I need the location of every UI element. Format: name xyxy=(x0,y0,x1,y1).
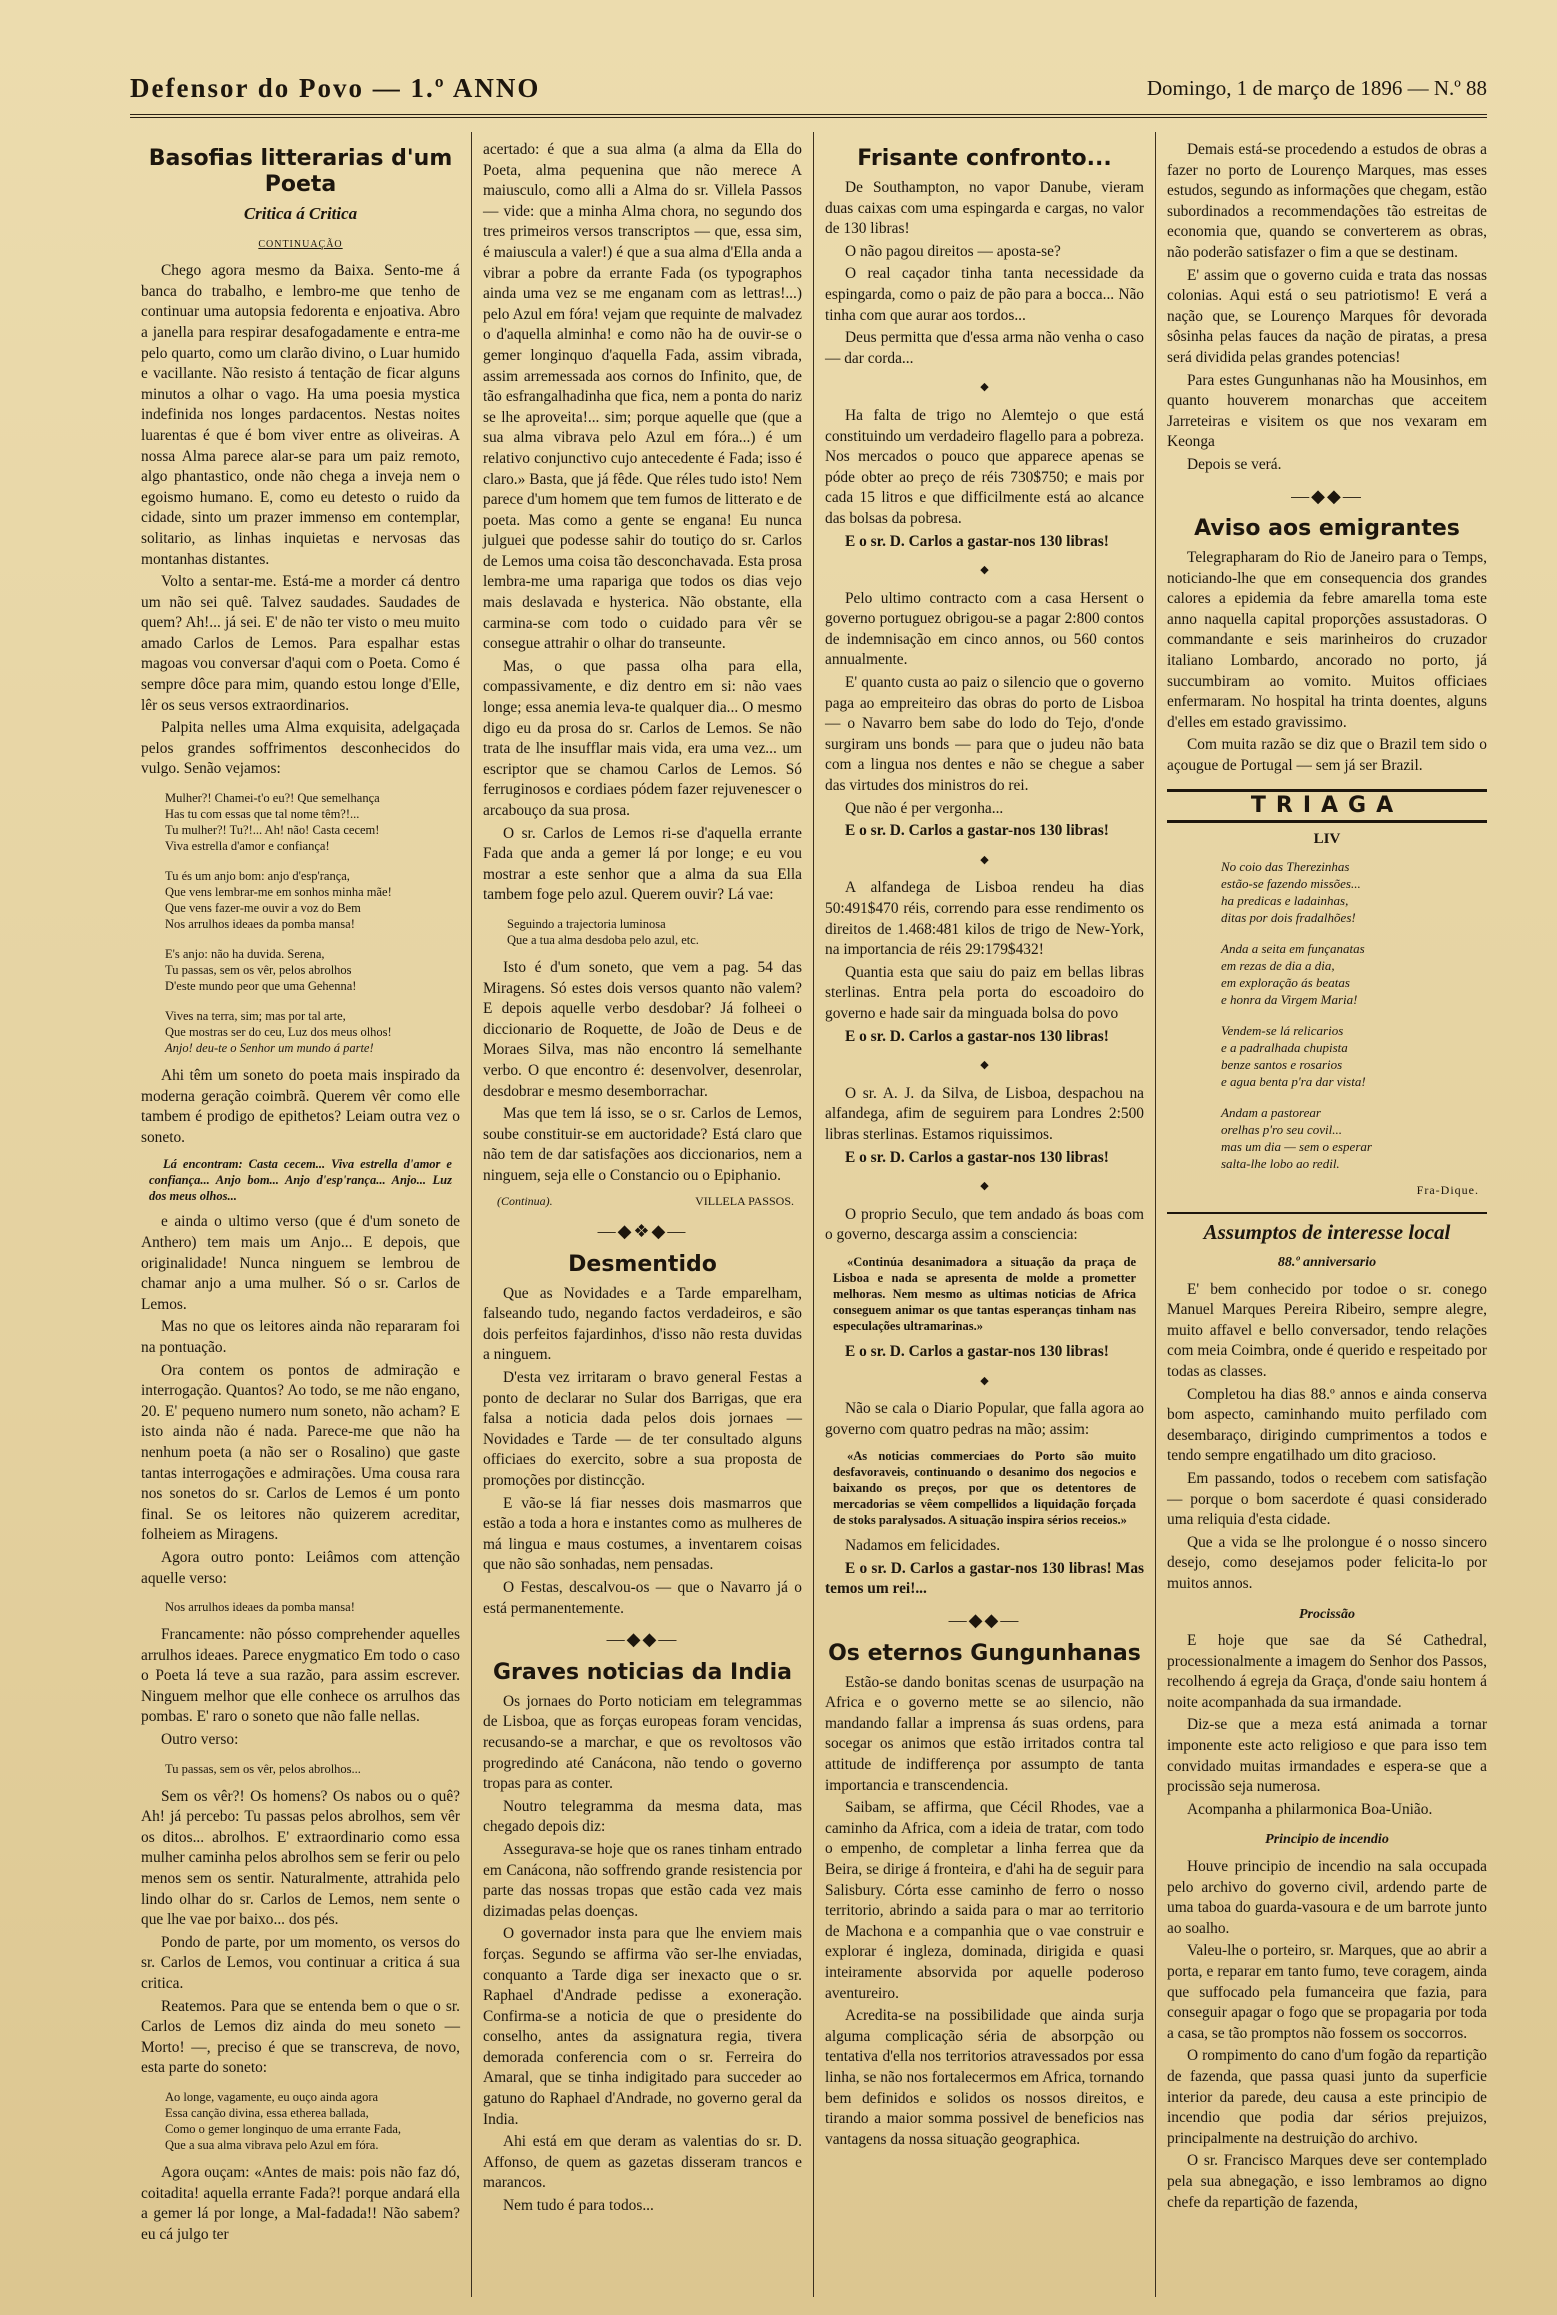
verse-line: Que a sua alma vibrava pelo Azul em fóra. xyxy=(165,2137,379,2152)
refrain: E o sr. D. Carlos a gastar-nos 130 libras! xyxy=(845,1148,1109,1166)
paragraph: O sr. Carlos de Lemos ri-se d'aquella errante Fada que anda a gemer lá por longe; e eu vou mostrar a este senhor que a alma da sua Ella tambem foge pelo azul. Querem ouvir? Lá vae: xyxy=(483,824,802,904)
column-4 xyxy=(1156,132,1498,2297)
quote: Lá encontram: Casta cecem... Viva estrella d'amor e confiança... Anjo bom... Anjo d'esp'rança... Anjo... Luz dos meus olhos... xyxy=(149,1157,452,1204)
refrain: E o sr. D. Carlos a gastar-nos 130 libras! xyxy=(845,822,1109,840)
paragraph: Mas, o que passa olha para ella, compassivamente, e diz dentro em si: não vaes longe; essa anemia leva-te qualquer dia... O mesmo digo eu da prosa do sr. Carlos de Lemos. Se não trata de lhe insufflar mais vida, era uma vez... um escriptor que se chamou Carlos de Lemos. Só ferruginosos e cordiaes pódem fazer rejuvenescer o arcabouço da sua prosa. xyxy=(483,657,802,819)
paragraph: Isto é d'um soneto, que vem a pag. 54 das Miragens. Só estes dois versos quanto não valem? E depois aquelle verbo desdobar? Já folheei o diccionario de Roquette, de João de Deus e de Moraes Silva, mas não encontro lá semelhante verbo. O que encontro é: desenvolver, desenrolar, desdobrar e mesmo desemborrachar. xyxy=(483,958,802,1100)
section-title-local: Assumptos de interesse local xyxy=(1167,1212,1487,1243)
paragraph: Assegurava-se hoje que os ranes tinham entrado em Canácona, não soffrendo grande resistencia por parte das nossas tropas que estão cada vez mais dizimadas pelas doenças. xyxy=(483,1840,802,1920)
verse-line: Que vens lembrar-me em sonhos minha mãe! xyxy=(165,885,392,900)
poem-line: ditas por dois fradalhões! xyxy=(1221,909,1356,925)
paragraph: Palpita nelles uma Alma exquisita, adelgaçada pelos grandes soffrimentos desconhecidos do vulgo. Senão vejamos: xyxy=(141,719,460,778)
masthead-date-issue: Domingo, 1 de março de 1896 — N.º 88 xyxy=(1146,75,1487,100)
paragraph: E' bem conhecido por todoe o sr. conego Manuel Marques Pereira Ribeiro, sempre alegre, muito affavel e bello conversador, tendo relações com meia Coimbra, onde é querido e respeitado por todas as classes. xyxy=(1167,1280,1487,1380)
refrain: E o sr. D. Carlos a gastar-nos 130 libras! xyxy=(845,1342,1109,1360)
paragraph: Deus permitta que d'essa arma não venha o caso — dar corda... xyxy=(825,329,1144,367)
verse-line: D'este mundo peor que uma Gehenna! xyxy=(165,979,357,994)
column-2 xyxy=(472,132,814,2297)
paragraph: Não se cala o Diario Popular, que falla agora ao governo com quatro pedras na mão; assim: xyxy=(825,1400,1144,1438)
poem-line: estão-se fazendo missões... xyxy=(1221,875,1361,891)
diamond-separator: ◆ xyxy=(980,1180,989,1193)
paragraph: E hoje que sae da Sé Cathedral, processionalmente a imagem do Senhor dos Passos, recolhendo á egreja da Graça, d'onde saiu hontem á noite acompanhada da sua irmandade. xyxy=(1167,1632,1487,1711)
paragraph: Estão-se dando bonitas scenas de usurpação na Africa e o governo mette se ao silencio, não mandando fallar a imprensa ás suas ordens, para socegar os animos que estão irritados contra tal attitude de indifferença por assumpto de tanta importancia e transcendencia. xyxy=(825,1673,1144,1794)
verse-line: Ao longe, vagamente, eu ouço ainda agora xyxy=(165,2089,379,2104)
paragraph: E' quanto custa ao paiz o silencio que o governo paga ao empreiteiro das obras do porto de Lisboa — o Navarro bem sabe do lodo do Tejo, d'onde surgiram uns bonds — para que o judeu não bata com a lingua nos dentes e não se chegue a saber das virtudes dos ministros do rei. xyxy=(825,674,1144,795)
verse-line: Has tu com essas que tal nome têm?!... xyxy=(165,807,360,822)
paragraph: E vão-se lá fiar nesses dois masmarros que estão a toda a hora e instantes como as mulheres de má lingua e maus costumes, a inventarem coisas que não são sonhadas, nem pensadas. xyxy=(483,1494,802,1574)
paragraph: Reatemos. Para que se entenda bem o que o sr. Carlos de Lemos diz ainda do meu soneto — Morto! —, preciso é que se transcreva, de novo, esta parte do soneto: xyxy=(141,1997,460,2077)
refrain: E o sr. D. Carlos a gastar-nos 130 libras! xyxy=(845,532,1109,550)
paragraph: Chego agora mesmo da Baixa. Sento-me á banca do trabalho, e lembro-me que tenho de continuar uma autopsia fedorenta e enjoativa. Abro a janella para respirar desafogadamente e entra-me pelo quarto, como um clarão divino, o Luar humido e vacillante. Não resisto á tentação de ficar alguns minutos a olhar o vago. Ha uma poesia mystica indefinida nos longes pardacentos. Nestas noites luarentas é que é bom viver entre as oliveiras. A nossa Alma parece alar-se para um paiz remoto, algo phantastico, onde não chega a inveja nem o egoismo humano. E, como eu detesto o ruido da cidade, sinto um prazer immenso em contemplar, solitario, as linhas inquietas e nervosas das montanhas distantes. xyxy=(141,262,460,568)
paragraph: Para estes Gungunhanas não ha Mousinhos, em quanto houverem monarchas que acceitem Jarreteiras e visitem os que nos vexaram em Keonga xyxy=(1167,371,1487,451)
paragraph: Ahi está em que deram as valentias do sr. D. Affonso, de quem as gazetas disseram trancos e marancos. xyxy=(483,2133,802,2192)
paragraph: Agora ouçam: «Antes de mais: pois não faz dó, coitadita! aquella errante Fada?! porque andará ella a gemer lá por longe, a Mal-fadada!! Não sabem? eu cá julgo ter xyxy=(141,2163,460,2243)
verse-line: Anjo! deu-te o Senhor um mundo á parte! xyxy=(165,1041,374,1056)
article-title: Basofias litterarias d'um Poeta xyxy=(148,146,453,197)
diamond-separator: ◆ xyxy=(980,1059,989,1072)
article-title: Desmentido xyxy=(568,1251,717,1277)
verse-line: Nos arrulhos ideaes da pomba mansa! xyxy=(165,917,355,932)
article-subtitle: Critica á Critica xyxy=(243,204,358,223)
verse-line: Tu passas, sem os vêr, pelos abrolhos xyxy=(165,963,352,978)
paragraph: De Southampton, no vapor Danube, vieram duas caixas com uma espingarda e cargas, no valor de 130 libras! xyxy=(825,179,1144,238)
paragraph: Ora contem os pontos de admiração e interrogação. Quantos? Ao todo, se me não engano, 20. E' pequeno numero num soneto, não acham? E isto ainda não é nada. Parece-me que não ha nenhum poeta (a não ser o Rosalino) que gaste tantas interrogações e admirações. Uma cousa rara nos sonetos do sr. Carlos de Lemos é um ponto final. Se os leitores não quizerem acreditar, folheiem as Miragens. xyxy=(141,1361,460,1544)
paragraph: e ainda o ultimo verso (que é d'um soneto de Anthero) tem mais um Anjo... E depois, que originalidade! Nunca ninguem se lembrou de chamar anjo a uma mulher. Só o sr. Carlos de Lemos. xyxy=(141,1213,460,1313)
verse-line: Nos arrulhos ideaes da pomba mansa! xyxy=(165,1600,355,1615)
poem-line: salta-lhe lobo ao redil. xyxy=(1221,1155,1340,1171)
verse-line: Tu mulher?! Tu?!... Ah! não! Casta cecem! xyxy=(165,823,380,838)
paragraph: Nem tudo é para todos... xyxy=(503,2197,654,2215)
paragraph: A alfandega de Lisboa rendeu ha dias 50:491$470 réis, correndo para esse rendimento os direitos de 1.468:481 kilos de trigo de New-York, na importancia de réis 29:179$432! xyxy=(825,879,1144,959)
verse-line: Seguindo a trajectoria luminosa xyxy=(507,916,666,931)
paragraph: Depois se verá. xyxy=(1187,455,1282,473)
paragraph: Volto a sentar-me. Está-me a morder cá dentro um não sei quê. Talvez saudades. Saudades de quem? Ah!... já sei. E' de não ter visto o meu muito amado Carlos de Lemos. Para espalhar estas magoas vou conversar d'aqui com o Poeta. Como é sempre dôce para mim, quando estou longe d'Elle, lêr os seus versos extraordinarios. xyxy=(141,573,460,714)
paragraph: Francamente: não pósso comprehender aquelles arrulhos ideaes. Parece enygmatico Em todo o caso o Poeta lá teve a sua razão, para assim escrever. Ninguem melhor que elle conhece os arrulhos das pombas. E' raro o soneto que não falle nellas. xyxy=(141,1626,460,1726)
subsection-title: 88.º anniversario xyxy=(1277,1255,1377,1270)
verse-line: Como o gemer longinquo de uma errante Fada, xyxy=(165,2121,402,2136)
paragraph: O sr. Francisco Marques deve ser contemplado pela sua abnegação, e isso lembramos ao digno chefe da repartição de fazenda, xyxy=(1167,2152,1487,2211)
article-title: Aviso aos emigrantes xyxy=(1194,516,1460,542)
paragraph: Mas que tem lá isso, se o sr. Carlos de Lemos, soube constituir-se em auctoridade? Está claro que não tem de dar satisfações aos diccionarios, nem a ninguem, seja elle o Constancio ou o Epiphanio. xyxy=(483,1105,802,1184)
poem-line: mas um dia — sem o esperar xyxy=(1221,1138,1372,1154)
column-3 xyxy=(814,132,1156,2297)
poem-line: Andam a pastorear xyxy=(1221,1104,1321,1120)
paragraph: Ha falta de trigo no Alemtejo o que está constituindo um verdadeiro flagello para a pobreza. Nos mercados o pouco que apparece apenas se póde obter ao preço de réis 730$750; e mais por cada 15 litros e que difficilmente está ao alcance das bolsas da pobresa. xyxy=(825,406,1144,527)
article-title: Graves noticias da India xyxy=(492,1659,793,1685)
ornament-divider: —◆❖◆— xyxy=(597,1221,688,1242)
verse-line: Essa canção divina, essa etherea ballada, xyxy=(165,2105,369,2120)
verse-line: Tu és um anjo bom: anjo d'esp'rança, xyxy=(165,869,350,884)
subsection-title: Principio de incendio xyxy=(1265,1832,1389,1848)
paragraph: Nadamos em felicidades. xyxy=(845,1537,1001,1555)
sonnet-quote xyxy=(165,790,460,1056)
paragraph: O não pagou direitos — aposta-se? xyxy=(845,242,1061,260)
paragraph: Ahi têm um soneto do poeta mais inspirado da moderna geração coimbrã. Querem vêr como elle tambem é prodigo de epithetos? Leiam outra vez o soneto. xyxy=(141,1067,460,1146)
paragraph: O Festas, descalvou-os — que o Navarro já o está permanentemente. xyxy=(483,1579,802,1617)
paragraph: Diz-se que a meza está animada a tornar imponente este acto religioso e que para isso tem convidado muitas irmandades e espera-se que a procissão seja numerosa. xyxy=(1167,1716,1487,1796)
poem-line: e agua benta p'ra dar vista! xyxy=(1221,1073,1366,1089)
poem-line: em exploração ás beatas xyxy=(1221,974,1350,990)
paragraph: Pondo de parte, por um momento, os versos do sr. Carlos de Lemos, vou continuar a critica á sua critica. xyxy=(141,1933,460,1992)
paragraph: Demais está-se procedendo a estudos de obras a fazer no porto de Lourenço Marques, mas esses estudos, segundo as informações que chegam, estão subordinados a recommendações tão estreitas de economia que, quando se converterem as obras, não poderão satisfazer o fim a que se destinam. xyxy=(1167,141,1487,261)
subsection-title: Procissão xyxy=(1299,1606,1355,1622)
diamond-separator: ◆ xyxy=(980,853,989,866)
paragraph: Saibam, se affirma, que Cécil Rhodes, vae a caminho da Africa, com a ideia de tratar, com todo o empenho, de completar a linha ferrea que da Beira, se dirige á fronteira, e d'ahi ha de seguir para Salisbury. Córta esse caminho de ferro o nosso territorio, abrindo a saida para o mar ao territorio de Machona e a companhia que o vae construir e explorar é ingleza, dominada, dirigida e quasi inteiramente absorvida por aquelle poderoso aventureiro. xyxy=(825,1799,1144,2002)
poem-line: No coio das Therezinhas xyxy=(1221,858,1350,874)
ornament-divider: —◆◆— xyxy=(948,1610,1021,1631)
paragraph: Acredita-se na possibilidade que ainda surja alguma complicação séria de absorpção ou tentativa d'ella nos territorios atravessados por essa linha, se não nos fortalecermos em Africa, tornando bem definidos e solidos os nossos direitos, e tirando a maior somma possivel de beneficios nas vantagens da nossa situação geographica. xyxy=(825,2007,1144,2148)
ornament-divider: —◆◆— xyxy=(606,1629,679,1650)
poem-line: Vendem-se lá relicarios xyxy=(1221,1022,1344,1038)
continued-note: (Continua). xyxy=(497,1193,553,1208)
poem-signature: Fra-Dique. xyxy=(1416,1182,1479,1197)
verse-line: Mulher?! Chamei-t'o eu?! Que semelhança xyxy=(165,791,380,806)
column-1 xyxy=(130,132,472,2297)
paragraph: Completou ha dias 88.º annos e ainda conserva bom aspecto, caminhando muito perfilado com desembaraço, dirigindo cumprimentos a todos e tendo sempre engatilhado um dito gracioso. xyxy=(1167,1385,1487,1465)
verse-line: Vives na terra, sim; mas por tal arte, xyxy=(165,1009,346,1024)
author-signature: VILLELA PASSOS. xyxy=(695,1193,794,1208)
verse-line: Que vens fazer-me ouvir a voz do Bem xyxy=(165,901,361,916)
quote: «Continúa desanimadora a situação da praça de Lisboa e nada se apresenta de molde a prometter melhoras. Nem mesmo as ultimas noticias de Africa conseguem animar os que tantas esperanças tinham nas especulações ultramarinas.» xyxy=(833,1254,1136,1333)
paragraph: Valeu-lhe o porteiro, sr. Marques, que ao abrir a porta, e reparar em tanto fumo, teve coragem, ainda que suffocado pela fumanceira que fazia, para conseguir apagar o fogo que se propagaria por toda a casa, se tão promptos não fossem os soccorros. xyxy=(1167,1942,1487,2042)
paragraph: Pelo ultimo contracto com a casa Hersent o governo portuguez obrigou-se a pagar 2:800 contos de indemnisação em cinco annos, ou 560 contos annualmente. xyxy=(825,589,1144,669)
paragraph: O sr. A. J. da Silva, de Lisboa, despachou na alfandega, afim de seguirem para Londres 2:500 libras sterlinas. Estamos riquissimos. xyxy=(825,1084,1144,1143)
poem-line: em rezas de dia a dia, xyxy=(1221,957,1335,973)
paragraph: D'esta vez irritaram o bravo general Festas a ponto de declarar no Sular dos Barrigas, que era falsa a noticia dada pelos dois jornaes — Novidades e Tarde — de ter consultado alguns officiaes do exercito, sobre a sua proposta de promoções por distincção. xyxy=(483,1369,802,1490)
poem-line: e a padralhada chupista xyxy=(1221,1039,1348,1055)
paragraph: Agora outro ponto: Leiâmos com attenção aquelle verso: xyxy=(141,1548,460,1587)
poem-line: benze santos e rosarios xyxy=(1221,1056,1343,1072)
verse-line: Viva estrella d'amor e confiança! xyxy=(165,839,330,854)
paragraph: Noutro telegramma da mesma data, mas chegado depois diz: xyxy=(483,1797,802,1836)
poem-line: orelhas p'ro seu covil... xyxy=(1221,1121,1342,1137)
paragraph: Que as Novidades e a Tarde emparelham, falseando tudo, negando factos verdadeiros, e são dois perfeitos fajardinhos, d'isso não resta duvidas a ninguem. xyxy=(483,1284,802,1364)
paragraph: O real caçador tinha tanta necessidade da espingarda, como o paiz de pão para a bocca... Não tinha com que aurar aos tordos... xyxy=(825,265,1144,324)
paragraph: O proprio Seculo, que tem andado ás boas com o governo, descarga assim a consciencia: xyxy=(825,1205,1144,1244)
poem-line: Anda a seita em funçanatas xyxy=(1221,940,1365,956)
paragraph: Sem os vêr?! Os homens? Os nabos ou o quê? Ah! já percebo: Tu passas pelos abrolhos, sem vêr os ditos... abrolhos. E' extraordinario como essa mulher caminha pelos abrolhos sem se ferir ou pelo menos sem os sentir. Naturalmente, attrahida pelo lindo olhar do sr. Carlos de Lemos, nem sente o que lhe vae por baixo... dos pés. xyxy=(141,1787,460,1929)
paragraph: Outro verso: xyxy=(161,1731,239,1749)
paragraph: Acompanha a philarmonica Boa-União. xyxy=(1187,1800,1433,1818)
paragraph: Com muita razão se diz que o Brazil tem sido o açougue de Portugal — sem já ser Brazil. xyxy=(1167,736,1487,775)
paragraph: Em passando, todos o recebem com satisfação — porque o bom sacerdote é quasi considerado uma reliquia d'esta cidade. xyxy=(1167,1469,1487,1529)
article-footer xyxy=(497,1191,794,1212)
article-title: Frisante confronto... xyxy=(857,146,1112,171)
paragraph: Mas no que os leitores ainda não repararam foi na pontuação. xyxy=(141,1318,460,1356)
masthead xyxy=(130,62,1487,118)
poem-number: LIV xyxy=(1313,831,1341,848)
continued-label: CONTINUAÇÃO xyxy=(258,238,343,250)
quote: «As noticias commerciaes do Porto são muito desfavoraveis, continuando o desanimo dos negocios e baixando os preços, por que os detentores de mercadorias se vêem compellidos a liquidação forçada de stoks paralysados. A situação inspira sérios receios.» xyxy=(833,1449,1136,1528)
paragraph: Houve principio de incendio na sala occupada pelo archivo do governo civil, ardendo parte de uma taboa do guarda-vasoura e de um barrote junto ao soalho. xyxy=(1167,1858,1487,1937)
verse-quote xyxy=(507,916,802,948)
refrain: E o sr. D. Carlos a gastar-nos 130 libras! Mas temos um rei!... xyxy=(825,1559,1144,1598)
columns xyxy=(130,132,1500,2297)
paragraph: Que a vida se lhe prolongue é o nosso sincero desejo, como desejamos poder felicita-lo por muitos annos. xyxy=(1167,1533,1487,1592)
diamond-separator: ◆ xyxy=(980,564,989,577)
poem-line: ha predicas e ladainhas, xyxy=(1221,892,1349,908)
paragraph: O governador insta para que lhe enviem mais forças. Segundo se affirma vão ser-lhe enviadas, conquanto a Tarde diga ser inexacto que o sr. Raphael d'Andrade pedisse a exoneração. Confirma-se a noticia de que o presidente do conselho, antes da assignatura regia, tivera demorada conferencia com o sr. Ferreira do Amaral, que se tinha indigitado para succeder ao gatuno do Raphael d'Andrade, no governo geral da India. xyxy=(483,1925,802,2128)
diamond-separator: ◆ xyxy=(980,1374,989,1387)
verse-line: Que mostras ser do ceu, Luz dos meus olhos! xyxy=(165,1025,392,1040)
diamond-separator: ◆ xyxy=(980,381,989,394)
masthead-title: Defensor do Povo — 1.º ANNO xyxy=(130,72,541,103)
verse-line: E's anjo: não ha duvida. Serena, xyxy=(165,947,325,962)
paragraph: acertado: é que a sua alma (a alma da Ella do Poeta, alma pequenina que não merece A maiusculo, como alli a Alma do sr. Villela Passos — vide: que a minha Alma chora, no segundo dos tres primeiros versos transcriptos — que, essa sim, é maiuscula a valer!) é que a sua alma d'Ella anda a vibrar a pobre da errante Fada (os typographos ainda uma vez se me enganam com as lettras!...) pelo Azul em fóra! vejam que requinte de malvadez o d'aquella alminha! e como não ha de ouvir-se o gemer longinquo d'aquella Fada, assim vibrada, assim arremessada aos cornos do Infinito, que, de tão esfrangalhadinha que fica, nem a ponta do nariz se lhe aproveita!... sim; porque aquelle que (que a sua alma vibrava pelo Azul em fóra...) é um relativo conjunctivo cujo antecedente é Fada; isso é claro.» Basta, que já fêde. Que réles tudo isto! Nem parece d'um homem que tem fumos de litterato e de poeta. Mas como a gente se engana! Eu nunca julguei que podesse sahir do toutiço do sr. Carlos de Lemos uma coisa tão desconchavada. Esta prosa lembra-me uma rapariga que todos os dias vejo mais deslavada e hysterica. Não obstante, ella carmina-se com todo o cuidado para vêr se consegue attrahir o olhar do transeunte. xyxy=(483,141,802,653)
paragraph: E' assim que o governo cuida e trata das nossas colonias. Aqui está o seu patriotismo! E verá a nação que, se Lourenço Marques fôr devorada sôsinha pelas fauces da nação de piratas, a presa será dividida pelas grandes potencias! xyxy=(1167,266,1487,366)
verse-line: Tu passas, sem os vêr, pelos abrolhos... xyxy=(165,1761,361,1776)
poem xyxy=(1221,858,1487,1172)
paragraph: Telegrapharam do Rio de Janeiro para o Temps, noticiando-lhe que em consequencia dos grandes calores a epidemia da febre amarella toma este anno naquella capital proporções assustadoras. O commandante e seis marinheiros do cruzador italiano Lombardo, ancorado no porto, já succumbiram ao vomito. Muitos officiaes enfermaram. No hospital ha trinta doentes, alguns d'elles em estado gravissimo. xyxy=(1167,549,1487,731)
refrain: E o sr. D. Carlos a gastar-nos 130 libras! xyxy=(845,1027,1109,1045)
poem-line: e honra da Virgem Maria! xyxy=(1221,991,1358,1007)
paragraph: Que não é per vergonha... xyxy=(845,799,1004,817)
paragraph: Os jornaes do Porto noticiam em telegrammas de Lisboa, que as forças europeas foram vencidas, recusando-se a marchar, e que os revoltosos vão progredindo até Canácona, não tendo o governo tropas para as conter. xyxy=(483,1692,802,1793)
paragraph: O rompimento do cano d'um fogão da repartição de fazenda, que passa quasi junto da superficie interior da parede, deu causa a este principio de incendio que podia dar sérios prejuizos, principalmente na destruição do archivo. xyxy=(1167,2047,1487,2147)
paragraph: Quantia esta que saiu do paiz em bellas libras sterlinas. Entra pela porta do escoadoiro do governo e hade sair da minguada bolsa do povo xyxy=(825,963,1144,1022)
ornament-divider: —◆◆— xyxy=(1291,485,1363,506)
sonnet-quote-2 xyxy=(165,2089,460,2153)
verse-line: Que a tua alma desdoba pelo azul, etc. xyxy=(507,932,699,947)
section-title-triaga: TRIAGA xyxy=(1167,789,1487,824)
article-title: Os eternos Gungunhanas xyxy=(828,1640,1141,1666)
